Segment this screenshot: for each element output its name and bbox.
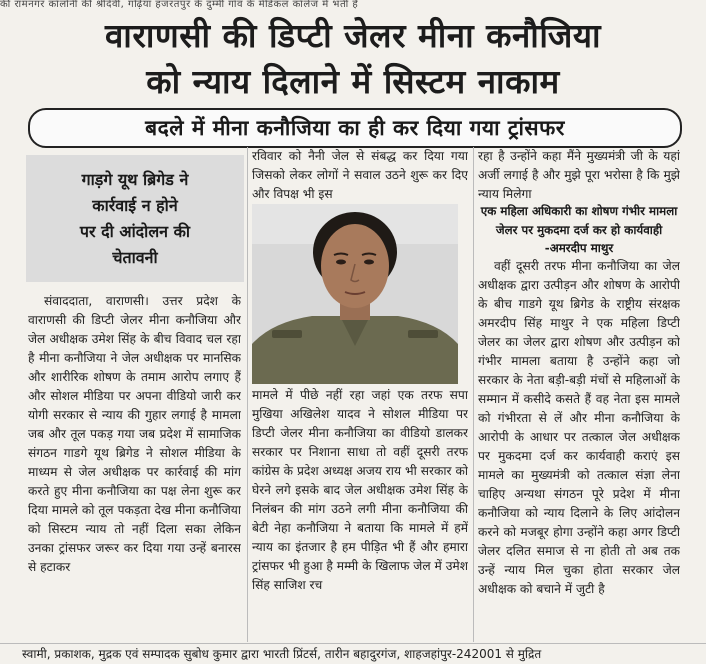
sidebar-line-2: कार्रवाई न होने <box>92 195 178 215</box>
column-2-bottom-text: मामले में पीछे नहीं रहा जहां एक तरफ सपा मुखिया अखिलेश यादव ने सोशल मीडिया पर डिप्टी जेलर मीना कनौजिया का वीडियो डालकर सरकार पर निशाना साधा तो वहीं दूसरी तरफ कांग्रेस के प्रदेश अध्यक्ष अजय राय भी सरकार को घेरने लगे इसके बाद जेल अधीक्षक उमेश सिंह के निलंबन की मांग उठने लगी मीना कनौजिया की बेटी नेहा कनौजिया ने बताया कि मामले में हमें न्याय का इंतजार है हम पीड़ित भी हैं और हमारा ट्रांसफर भी हुआ है मम्मी के खिलाफ जेल में उमेश सिंह साजिश रच <box>252 388 468 592</box>
footer-imprint: स्वामी, प्रकाशक, मुद्रक एवं सम्पादक सुबोध कुमार द्वारा भारती प्रिंटर्स, तारीन बहादुरगंज, शाहजहांपुर-242001 से मुद्रित <box>22 647 542 661</box>
sidebar-line-4: चेतावनी <box>112 247 158 267</box>
sidebar-box <box>26 155 244 282</box>
subheadline-box <box>28 108 682 148</box>
footer-rule <box>0 643 706 644</box>
column-1-text: संवाददाता, वाराणसी। उत्तर प्रदेश के वाराणसी की डिप्टी जेलर मीना कनौजिया और जेल अधीक्षक उमेश सिंह के बीच विवाद चल रहा है मीना कनौजिया ने जेल अधीक्षक पर मानसिक और शारीरिक शोषण के तमाम आरोप लगाए हैं और सोशल मीडिया पर अपना वीडियो जारी कर योगी सरकार से न्याय की गुहार लगाई है मामला जब और तूल पकड़ गया जब प्रदेश में सामाजिक संगठन गाडगे यूथ ब्रिगेड ने सोशल मीडिया के माध्यम से जेल अधीक्षक पर कार्रवाई की मांग करते हुए मीना कनौजिया का पक्ष लेना शुरू कर दिया मामले को तूल पकड़ता देख मीना कनौजिया को सिस्टम न्याय तो नहीं दिला सका लेकिन उनका ट्रांसफर जरूर कर दिया गया उन्हें बनारस से हटाकर <box>28 294 241 574</box>
top-strip-text: की रामनगर कॉलोनी की श्रीदेवी, गढ़िया हजरतपुर के दुम्मी गाँव के मेडिकल कॉलेज में भर्ती है <box>0 0 359 10</box>
column-3-bottom-text: वहीं दूसरी तरफ मीना कनौजिया का जेल अधीक्षक द्वारा उत्पीड़न और शोषण के आरोपी के बीच गाडगे यूथ ब्रिगेड के राष्ट्रीय संरक्षक अमरदीप सिंह माथुर ने एक महिला डिप्टी जेलर का जेलर द्वारा शोषण और उत्पीड़न को गंभीर मामला बताया है उन्होंने कहा जो सरकार के नेता बड़ी-बड़ी मंचों से महिलाओं के सम्मान में कसीदे कसते हैं वह नेता इस मामले को गंभीरता से लें और मीना कनौजिया के आरोपी के आधार पर तत्काल जेल अधीक्षक पर मुकदमा दर्ज कर कार्यवाही कराएं इस मामले का मुख्यमंत्री को तत्काल संज्ञा लेना चाहिए अन्यथा संगठन पूरे प्रदेश में मीना कनौजिया को न्याय दिलाने के लिए आंदोलन करने को मजबूर होगा उन्होंने कहा अगर डिप्टी जेलर दलित समाज से ना होती तो अब तक उन्हें न्याय मिल चुका होता सरकार जेल अधीक्षक को बचाने में जुटी है <box>478 259 680 596</box>
sidebar-line-1: गाड़गे यूथ ब्रिगेड ने <box>81 169 189 189</box>
sidebar-line-3: पर दी आंदोलन की <box>79 221 191 241</box>
headline-line-2: को न्याय दिलाने में सिस्टम नाकाम <box>146 62 560 101</box>
column-3-top-text: रहा है उन्होंने कहा मैंने मुख्यमंत्री जी के यहां अर्जी लगाई है और मुझे पूरा भरोसा है कि मुझे न्याय मिलेगा <box>478 149 680 201</box>
column-2-top-text: रविवार को नैनी जेल से संबद्ध कर दिया गया जिसको लेकर लोगों ने सवाल उठने शुरू कर दिए और विपक्ष भी इस <box>252 149 468 201</box>
column-divider-1 <box>247 147 248 642</box>
column-divider-2 <box>473 147 474 642</box>
column-3-heading: एक महिला अधिकारी का शोषण गंभीर मामला जेलर पर मुकदमा दर्ज कर हो कार्यवाही -अमरदीप माथुर <box>480 204 678 255</box>
portrait-svg <box>252 204 458 384</box>
woman-portrait-photo <box>252 204 458 384</box>
headline-line-1: वाराणसी की डिप्टी जेलर मीना कनौजिया <box>104 16 602 55</box>
subheadline: बदले में मीना कनौजिया का ही कर दिया गया ट्रांसफर <box>145 116 565 140</box>
